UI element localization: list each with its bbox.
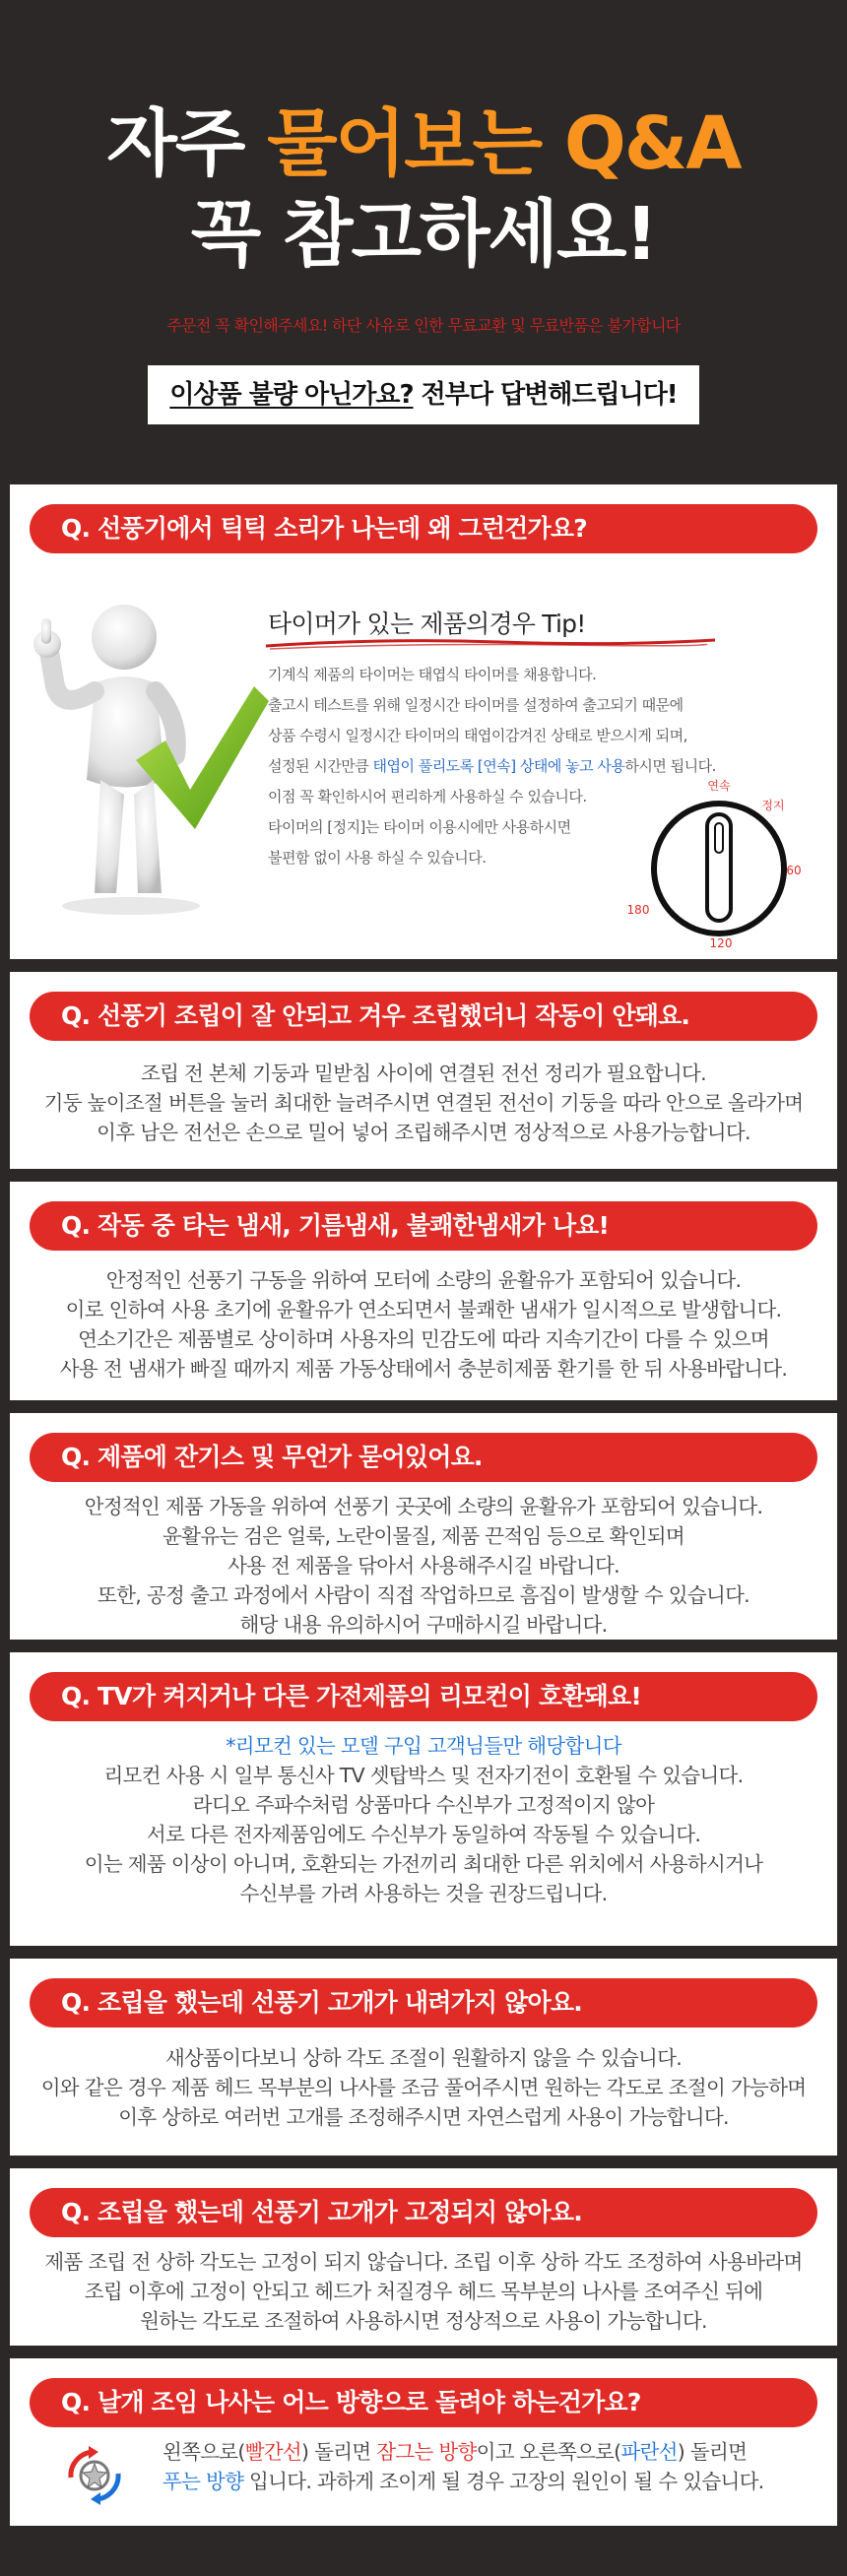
answer-line: 조립 전 본체 기둥과 밑받침 사이에 연결된 전선 정리가 필요합니다. [141, 1062, 706, 1085]
faq-card-assembly-not-working [10, 972, 837, 1169]
dial-label-180: 180 [626, 903, 650, 917]
dial-label-120: 120 [709, 936, 733, 949]
answer-line: 조립 이후에 고정이 안되고 헤드가 처질경우 헤드 목부분의 나사를 조여주신 뒤에 [84, 2280, 763, 2303]
timer-dial-icon [620, 770, 817, 949]
answer-line: 수신부를 가려 사용하는 것을 권장드립니다. [239, 1882, 608, 1905]
dial-label-stop: 정지 [761, 799, 785, 812]
question-bar: Q. TV가 켜지거나 다른 가전제품의 리모컨이 호환돼요! [30, 1672, 817, 1721]
answer-banner [148, 365, 699, 424]
thumbs-up-figure-icon [18, 593, 274, 918]
remote-model-note: *리모컨 있는 모델 구입 고객님들만 해당합니다 [226, 1734, 621, 1758]
tip-line: 불편함 없이 사용 하실 수 있습니다. [268, 849, 487, 867]
answer-body [10, 1731, 837, 1908]
answer-line: 윤활유는 검은 얼룩, 노란이물질, 제품 끈적임 등으로 확인되며 [163, 1524, 684, 1548]
answer-body [10, 2247, 837, 2336]
hero-title-line1 [0, 98, 847, 189]
answer-line: 이로 인하여 사용 초기에 윤활유가 연소되면서 불쾌한 냄새가 일시적으로 발생합니다. [65, 1298, 782, 1321]
answer-line: 기둥 높이조절 버튼을 눌러 최대한 늘려주시면 연결된 전선이 기둥을 따라 안으로 올라가며 [43, 1091, 804, 1115]
question-bar: Q. 조립을 했는데 선풍기 고개가 고정되지 않아요. [30, 2188, 817, 2237]
tip-line: 이점 꼭 확인하시어 편리하게 사용하실 수 있습니다. [268, 788, 587, 805]
answer-body [10, 2043, 837, 2132]
header [0, 0, 847, 484]
banner-rest-text: 전부다 답변해드립니다! [413, 380, 678, 410]
faq-card-ticking-sound [10, 484, 837, 959]
faq-card-remote-interference [10, 1652, 837, 1946]
answer-line: 이와 같은 경우 제품 헤드 목부분의 나사를 조금 풀어주시면 원하는 각도로 조절이 가능하며 [40, 2076, 807, 2099]
hero-title-accent: 물어보는 Q&A [267, 101, 741, 186]
tip-line: 출고시 테스트를 위해 일정시간 타이머를 설정하여 출고되기 때문에 [268, 696, 684, 714]
answer-line: 라디오 주파수처럼 상품마다 수신부가 고정적이지 않아 [192, 1793, 655, 1817]
answer-body [10, 1265, 837, 1384]
answer-line: 해당 내용 유의하시어 구매하시길 바랍니다. [239, 1613, 608, 1637]
question-bar: Q. 날개 조임 나사는 어느 방향으로 돌려야 하는건가요? [30, 2378, 817, 2427]
tip-underline-decoration [264, 632, 717, 654]
answer-line: 푸는 방향 입니다. 과하게 조이게 될 경우 고장의 원인이 될 수 있습니다. [163, 2470, 764, 2493]
answer-body [10, 1059, 837, 1147]
question-bar: Q. 선풍기 조립이 잘 안되고 겨우 조립했더니 작동이 안돼요. [30, 992, 817, 1041]
answer-line: 새상품이다보니 상하 각도 조절이 원활하지 않을 수 있습니다. [164, 2046, 683, 2070]
dial-label-60: 60 [786, 864, 802, 877]
tip-line: 상품 수령시 일정시간 타이머의 태엽이감겨진 상태로 받으시게 되며, [268, 727, 687, 744]
answer-line: 서로 다른 전자제품임에도 수신부가 동일하여 작동될 수 있습니다. [146, 1823, 701, 1846]
answer-line: 또한, 공정 출고 과정에서 사람이 직접 작업하므로 흠집이 발생할 수 있습니다. [98, 1583, 749, 1607]
question-bar: Q. 제품에 잔기스 및 무언가 묻어있어요. [30, 1433, 817, 1482]
faq-card-burning-smell [10, 1182, 837, 1400]
question-bar: Q. 선풍기에서 틱틱 소리가 나는데 왜 그런건가요? [30, 504, 817, 553]
answer-line: 연소기간은 제품별로 상이하며 사용자의 민감도에 따라 지속기간이 다를 수 있으며 [78, 1327, 769, 1351]
tip-title: 타이머가 있는 제품의경우 Tip! [268, 610, 586, 638]
answer-line: 제품 조립 전 상하 각도는 고정이 되지 않습니다. 조립 이후 상하 각도 조정하여 사용바라며 [44, 2250, 803, 2274]
faq-card-scratches [10, 1413, 837, 1640]
answer-line: 안정적인 제품 가동을 위하여 선풍기 곳곳에 소량의 윤활유가 포함되어 있습니다. [84, 1495, 763, 1518]
question-bar: Q. 작동 중 타는 냄새, 기름냄새, 불쾌한냄새가 나요! [30, 1201, 817, 1251]
tip-line: 타이머의 [정지]는 타이머 이용시에만 사용하시면 [268, 818, 571, 836]
faq-card-head-not-lowering [10, 1959, 837, 2156]
answer-line: 안정적인 선풍기 구동을 위하여 모터에 소량의 윤활유가 포함되어 있습니다. [105, 1268, 742, 1292]
answer-line: 이는 제품 이상이 아니며, 호환되는 가전끼리 최대한 다른 위치에서 사용하시거나 [84, 1852, 763, 1876]
dial-label-continuous: 연속 [707, 779, 731, 793]
answer-line: 이후 남은 전선은 손으로 밀어 넣어 조립해주시면 정상적으로 사용가능합니다. [97, 1121, 750, 1144]
rotation-arrows-icon [59, 2440, 130, 2511]
answer-body [163, 2437, 837, 2496]
hero-title-white: 자주 [106, 101, 244, 186]
question-bar: Q. 조립을 했는데 선풍기 고개가 내려가지 않아요. [30, 1978, 817, 2028]
tip-line: 기계식 제품의 타이머는 태엽식 타이머를 채용합니다. [268, 666, 597, 683]
answer-body [10, 1492, 837, 1640]
answer-line: 원하는 각도로 조절하여 사용하시면 정상적으로 사용이 가능합니다. [140, 2309, 707, 2333]
answer-line: 왼쪽으로(빨간선) 돌리면 잠그는 방향이고 오른쪽으로(파란선) 돌리면 [163, 2440, 748, 2464]
faq-card-head-not-fixed [10, 2168, 837, 2346]
answer-line: 사용 전 제품을 닦아서 사용해주시길 바랍니다. [228, 1554, 619, 1578]
order-notice: 주문전 꼭 확인해주세요! 하단 사유로 인한 무료교환 및 무료반품은 불가합니다 [166, 316, 681, 335]
tip-line-highlight: 설정된 시간만큼 태엽이 풀리도록 [연속] 상태에 놓고 사용하시면 됩니다. [268, 757, 716, 775]
hero-title-line2: 꼭 참고하세요! [190, 192, 657, 277]
answer-line: 이후 상하로 여러번 고개를 조정해주시면 자연스럽게 사용이 가능합니다. [118, 2105, 729, 2129]
faq-card-blade-screw-direction [10, 2358, 837, 2526]
answer-line: 사용 전 냄새가 빠질 때까지 제품 가동상태에서 충분히제품 환기를 한 뒤 사용바랍니다. [59, 1357, 788, 1381]
banner-underlined-text: 이상품 불량 아닌가요? [169, 380, 414, 410]
answer-line: 리모컨 사용 시 일부 통신사 TV 셋탑박스 및 전자기전이 호환될 수 있습니다. [103, 1764, 744, 1787]
